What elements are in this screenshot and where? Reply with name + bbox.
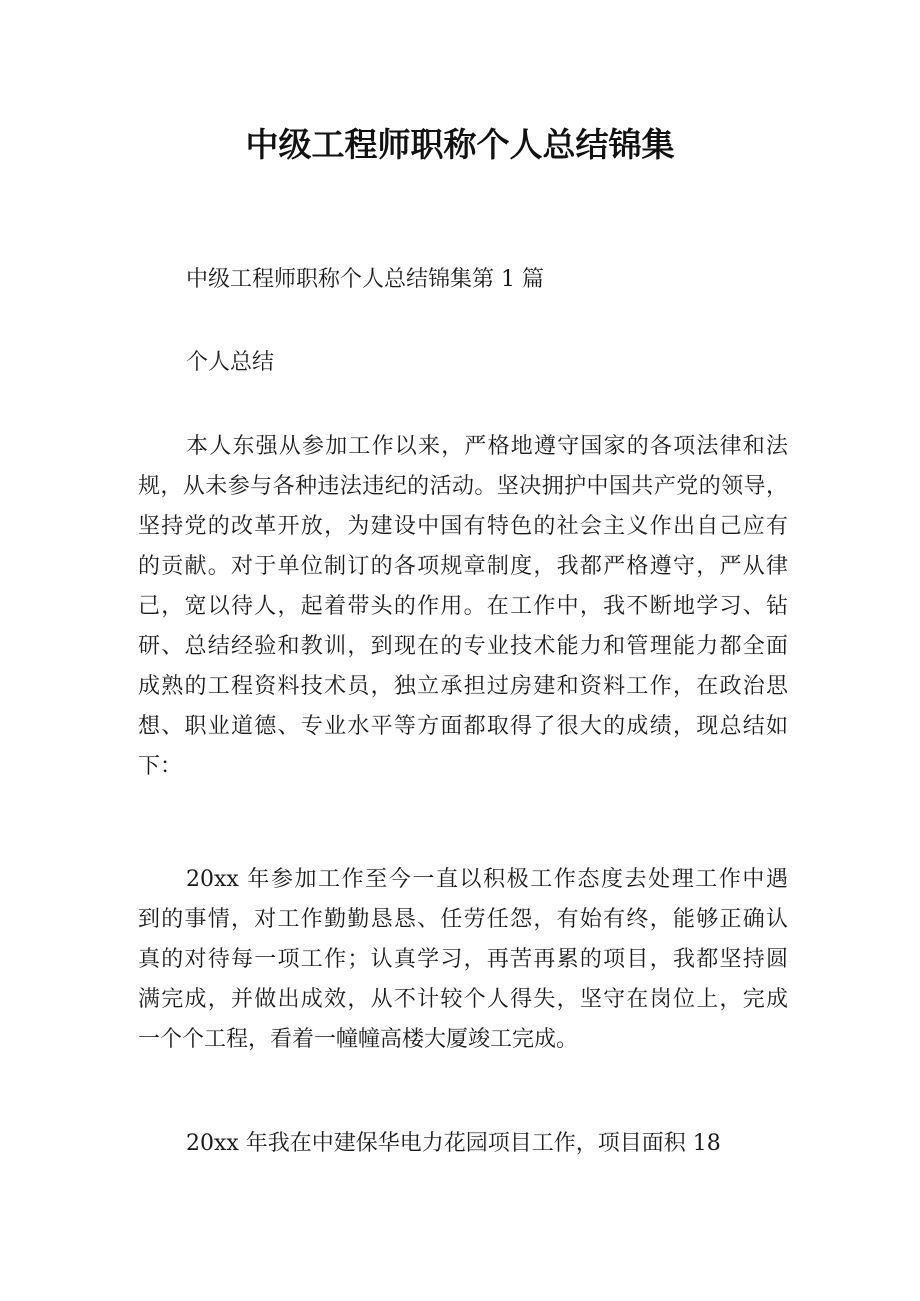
paragraph-2-line: 真的对待每一项工作；认真学习，再苦再累的项目，我都坚持圆 <box>138 947 788 972</box>
paragraph-2-line: 满完成，并做出成效，从不计较个人得失，坚守在岗位上，完成 <box>138 987 788 1012</box>
document-subtitle: 中级工程师职称个人总结锦集第 1 篇 <box>186 267 544 292</box>
paragraph-1-line: 本人东强从参加工作以来，严格地遵守国家的各项法律和法 <box>186 434 788 459</box>
paragraph-2-line: 到的事情，对工作勤勤恳恳、任劳任怨，有始有终，能够正确认 <box>138 907 788 932</box>
paragraph-1-line: 的贡献。对于单位制订的各项规章制度，我都严格遵守，严从律 <box>138 554 788 579</box>
paragraph-1-line: 成熟的工程资料技术员，独立承担过房建和资料工作，在政治思 <box>138 674 788 699</box>
document-title: 中级工程师职称个人总结锦集 <box>245 125 675 164</box>
paragraph-1-line: 研、总结经验和教训，到现在的专业技术能力和管理能力都全面 <box>138 634 788 659</box>
paragraph-1-line: 下： <box>138 754 183 779</box>
paragraph-1-line: 己，宽以待人，起着带头的作用。在工作中，我不断地学习、钻 <box>138 594 788 619</box>
paragraph-2-line: 一个个工程，看着一幢幢高楼大厦竣工完成。 <box>138 1027 579 1052</box>
paragraph-3-line: 20xx 年我在中建保华电力花园项目工作，项目面积 18 <box>186 1131 721 1156</box>
paragraph-1-line: 想、职业道德、专业水平等方面都取得了很大的成绩，现总结如 <box>138 714 788 739</box>
section-heading: 个人总结 <box>186 350 275 375</box>
paragraph-1-line: 规，从未参与各种违法违纪的活动。坚决拥护中国共产党的领导， <box>138 474 788 499</box>
paragraph-1-line: 坚持党的改革开放，为建设中国有特色的社会主义作出自己应有 <box>138 514 788 539</box>
paragraph-2-line: 20xx 年参加工作至今一直以积极工作态度去处理工作中遇 <box>186 867 788 892</box>
